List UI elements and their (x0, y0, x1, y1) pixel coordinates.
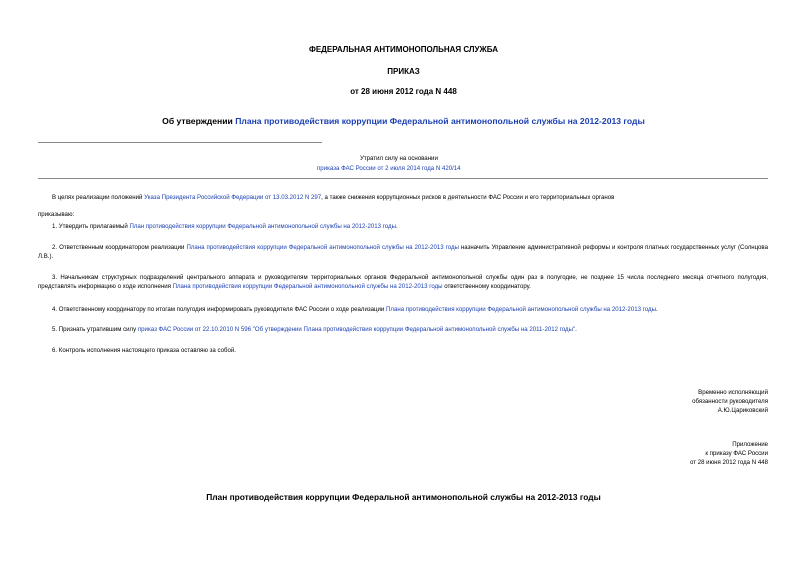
agency-name: ФЕДЕРАЛЬНАЯ АНТИМОНОПОЛЬНАЯ СЛУЖБА (309, 45, 498, 54)
item-1 (52, 223, 772, 232)
item-4-suffix: . (655, 306, 658, 313)
signature-name: А.Ю.Цариковский (717, 407, 768, 414)
item-5 (52, 326, 772, 335)
item-6: 6. Контроль исполнения настоящего приказа оставляю за собой. (52, 347, 236, 354)
title-prefix: Об утверждении (162, 116, 236, 126)
preamble-suffix: , а также снижения коррупционных рисков в деятельности ФАС России и его территориальных органов (321, 194, 615, 201)
item-4 (52, 306, 772, 315)
item-2-plan-link[interactable]: Плана противодействия коррупции Федеральной антимонопольной службы на 2012-2013 годы (186, 244, 459, 251)
item-5-prefix: 5. Признать утратившим силу (52, 326, 138, 333)
item-3-prefix: 3. Начальникам структурных подразделений центрального аппарата и руководителям территориальных органов Федеральной антимонопольной службы один раз в полугодие, не позднее 15 числа последнего месяца отчетного полугодия, представлять информацию о ходе исполнения (38, 274, 768, 290)
page-title (0, 116, 807, 126)
appendix-line-3: от 28 июня 2012 года N 448 (689, 459, 768, 466)
signature-line-1: Временно исполняющий (698, 389, 768, 396)
preamble (52, 194, 772, 203)
notice-line: Утратил силу на основании (360, 155, 438, 162)
doc-date: от 28 июня 2012 года N 448 (350, 87, 457, 96)
title-plan-link[interactable]: Плана противодействия коррупции Федеральной антимонопольной службы на 2012-2013 годы (235, 116, 645, 126)
plan-title: План противодействия коррупции Федеральной антимонопольной службы на 2012-2013 годы (206, 492, 601, 502)
preamble-decree-link[interactable]: Указа Президента Российской Федерации от 13.03.2012 N 297 (144, 194, 322, 201)
appendix-line-2: к приказу ФАС России (705, 450, 768, 457)
item-3 (38, 274, 768, 291)
signature-line-2: обязанности руководителя (692, 398, 768, 405)
item-2-prefix: 2. Ответственным координатором реализации (52, 244, 187, 251)
notice-link[interactable]: приказа ФАС России от 2 июля 2014 года N 420/14 (317, 165, 461, 172)
item-2-suffix: назначить Управление административной реформы и контроля платных государственных услуг (Солнцова Л.В.). (38, 244, 768, 260)
item-5-order-link[interactable]: приказ ФАС России от 22.10.2010 N 596 "Об утверждении Плана противодействия коррупции Федеральной антимонопольной службы на 2011-2012 годы" (137, 326, 576, 333)
preamble-prefix: В целях реализации положений (52, 194, 145, 201)
item-5-suffix: . (575, 326, 577, 333)
item-4-plan-link[interactable]: Плана противодействия коррупции Федеральной антимонопольной службы на 2012-2013 годы (386, 306, 656, 313)
order-word: приказываю: (38, 211, 75, 218)
appendix-line-1: Приложение (732, 441, 768, 448)
item-4-prefix: 4. Ответственному координатору по итогам полугодия информировать руководителя ФАС России о ходе реализации (52, 306, 387, 313)
divider-bottom (38, 178, 768, 179)
item-1-prefix: 1. Утвердить прилагаемый (52, 223, 130, 230)
doc-type: ПРИКАЗ (387, 67, 420, 76)
item-3-plan-link[interactable]: Плана противодействия коррупции Федеральной антимонопольной службы на 2012-2013 годы (172, 282, 443, 290)
item-1-suffix: . (395, 223, 398, 230)
divider-top (38, 142, 322, 143)
item-3-suffix: ответственному координатору. (442, 282, 531, 290)
item-2 (38, 244, 768, 261)
item-1-plan-link[interactable]: План противодействия коррупции Федеральной антимонопольной службы на 2012-2013 годы (129, 223, 396, 230)
